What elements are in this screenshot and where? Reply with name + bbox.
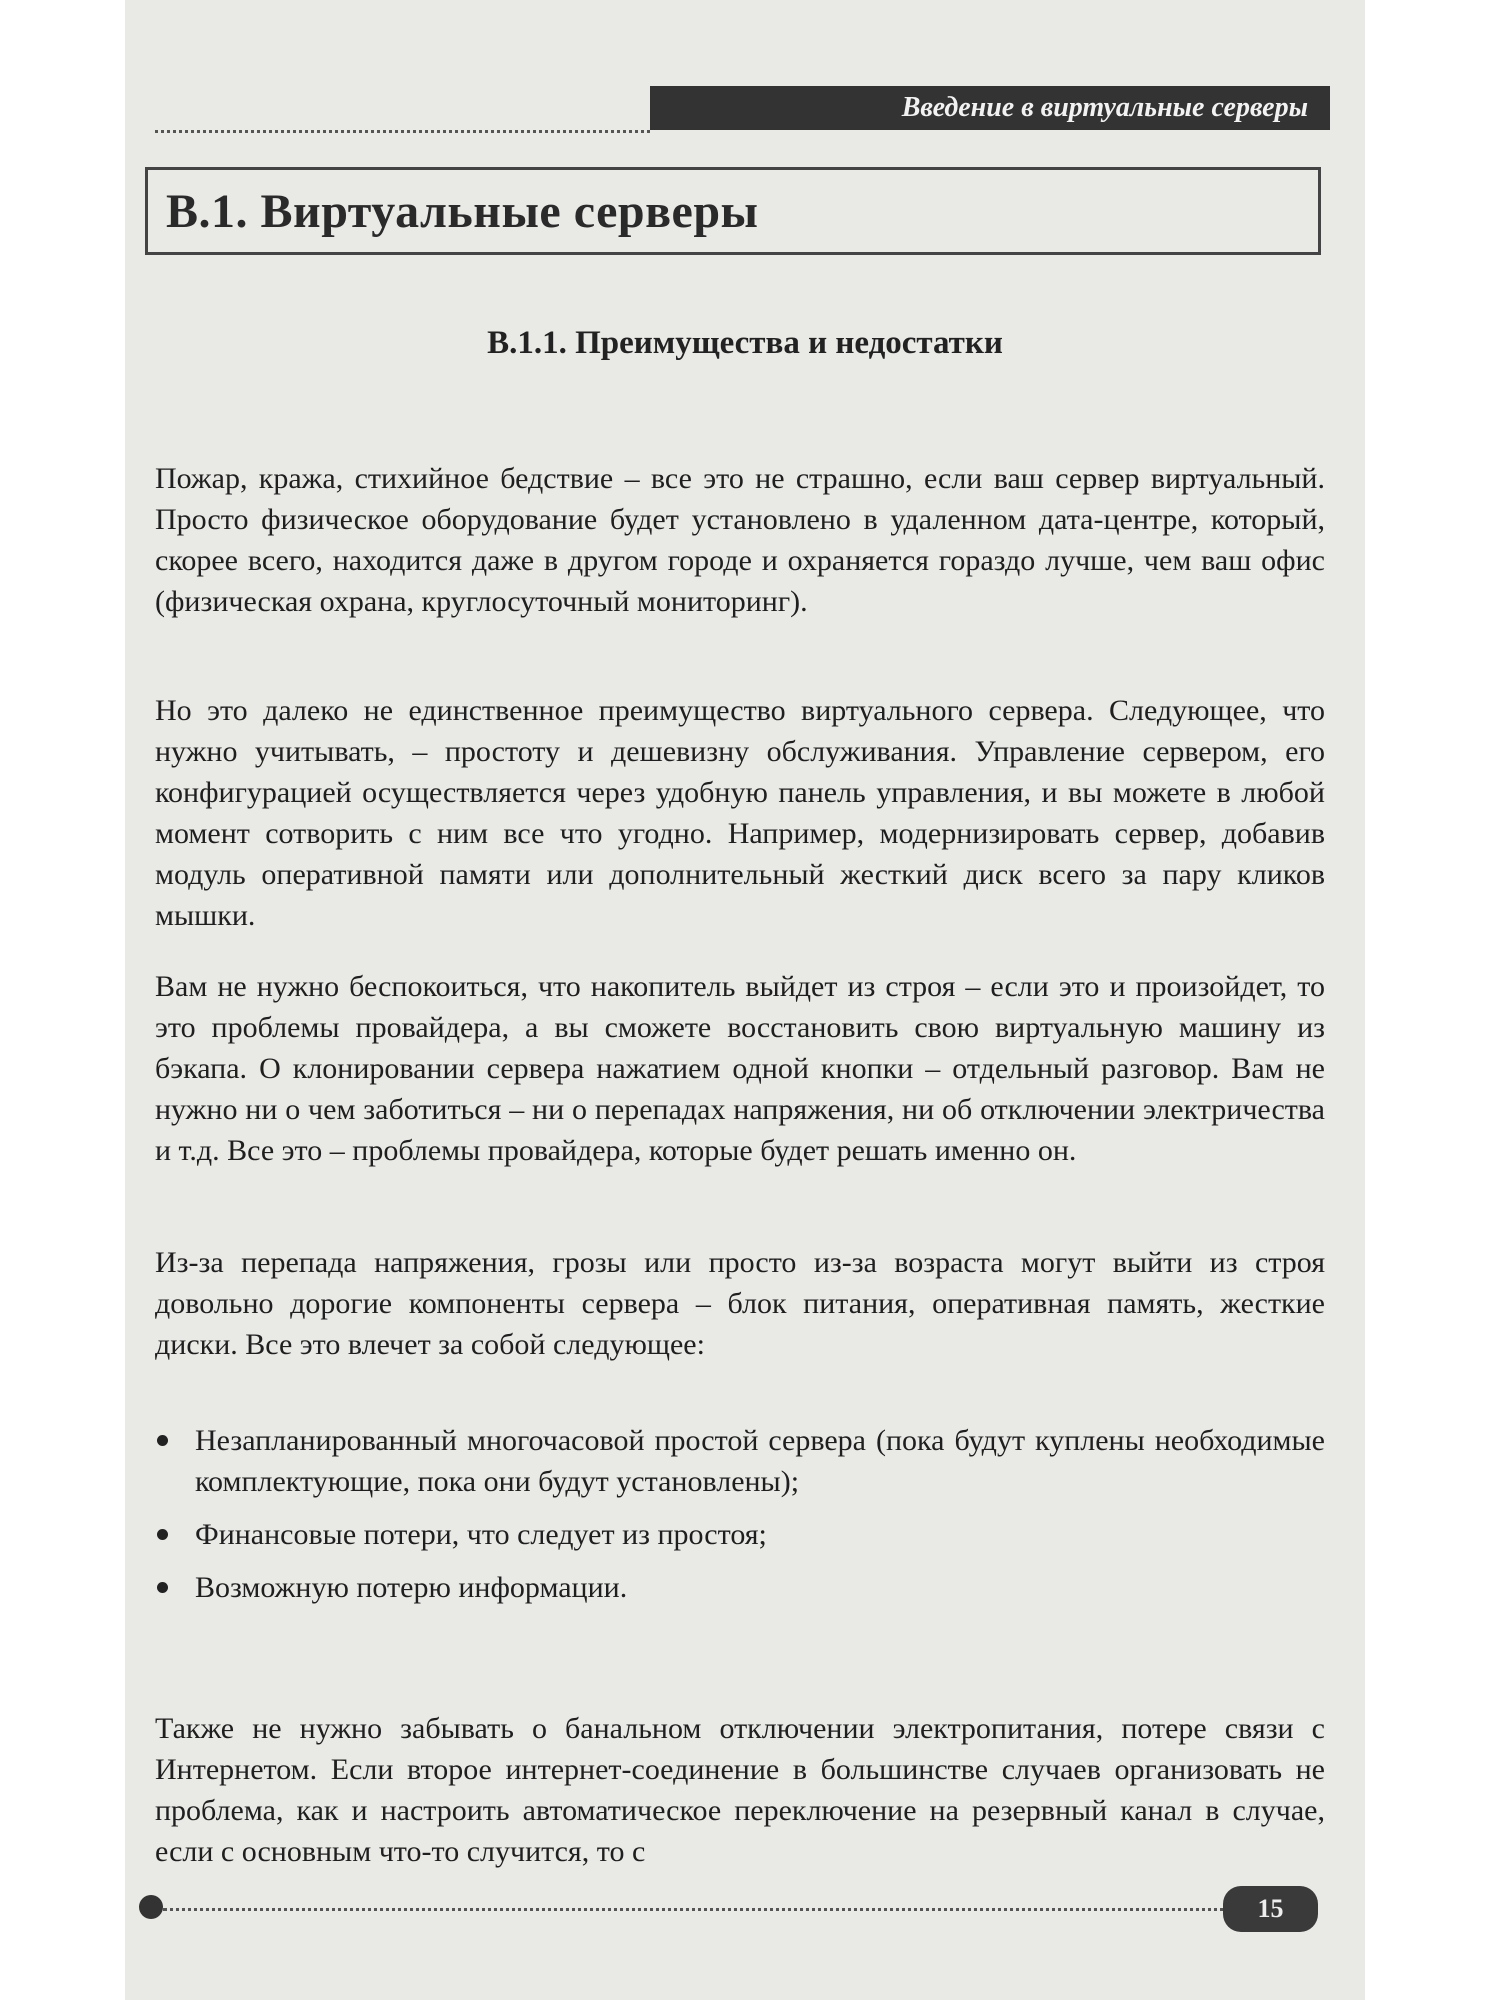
bullet-icon [157,1582,168,1593]
bullet-icon [157,1435,168,1446]
running-header [650,86,1330,130]
bullet-icon [157,1529,168,1540]
paragraph-2: Но это далеко не единственное преимущество виртуального сервера. Следующее, что нужно учитывать, – простоту и дешевизну обслуживания. Управление сервером, его конфигурацией осуществляется через удобную панель управления, и вы можете в любой момент сотворить с ним все что угодно. Например, модернизировать сервер, добавив модуль оперативной памяти или дополнительный жесткий диск всего за пару кликов мышки. [155,694,1325,932]
paragraph-3: Вам не нужно беспокоиться, что накопитель выйдет из строя – если это и произойдет, то это проблемы провайдера, а вы сможете восстановить свою виртуальную машину из бэкапа. О клонировании сервера нажатием одной кнопки – отдельный разговор. Вам не нужно ни о чем заботиться – ни о перепадах напряжения, ни об отключении электричества и т.д. Все это – проблемы провайдера, которые будет решать именно он. [155,970,1325,1167]
section-title: В.1. Виртуальные серверы [166,184,759,238]
subsection-title: В.1.1. Преимущества и недостатки [487,325,1003,361]
footer-circle-icon [139,1895,163,1919]
header-dotted-rule [155,130,650,133]
final-paragraph: Также не нужно забывать о банальном отключении электропитания, потере связи с Интернетом. Если второе интернет-соединение в большинстве случаев организовать не проблема, как и настроить автоматическое переключение на резервный канал в случае, если с основным что-то случится, то с [155,1712,1325,1868]
section-title-box [145,167,1321,255]
list-item: Возможную потерю информации. [155,1567,1325,1608]
paragraph-4: Из-за перепада напряжения, грозы или просто из-за возраста могут выйти из строя довольно дорогие компоненты сервера – блок питания, оперативная память, жесткие диски. Все это влечет за собой следующее: [155,1246,1325,1361]
list-item: Финансовые потери, что следует из простоя; [155,1514,1325,1555]
consequences-list [155,1420,1325,1620]
paragraph-1: Пожар, кража, стихийное бедствие – все это не страшно, если ваш сервер виртуальный. Просто физическое оборудование будет установлено в удаленном дата-центре, который, скорее всего, находится даже в другом городе и охраняется гораздо лучше, чем ваш офис (физическая охрана, круглосуточный мониторинг). [155,462,1325,618]
running-header-title: Введение в виртуальные серверы [901,92,1308,123]
list-item: Незапланированный многочасовой простой сервера (пока будут куплены необходимые комплектующие, пока они будут установлены); [155,1420,1325,1502]
book-page [125,0,1365,2000]
page-number: 15 [1223,1886,1318,1932]
footer-dotted-rule [163,1908,1243,1911]
